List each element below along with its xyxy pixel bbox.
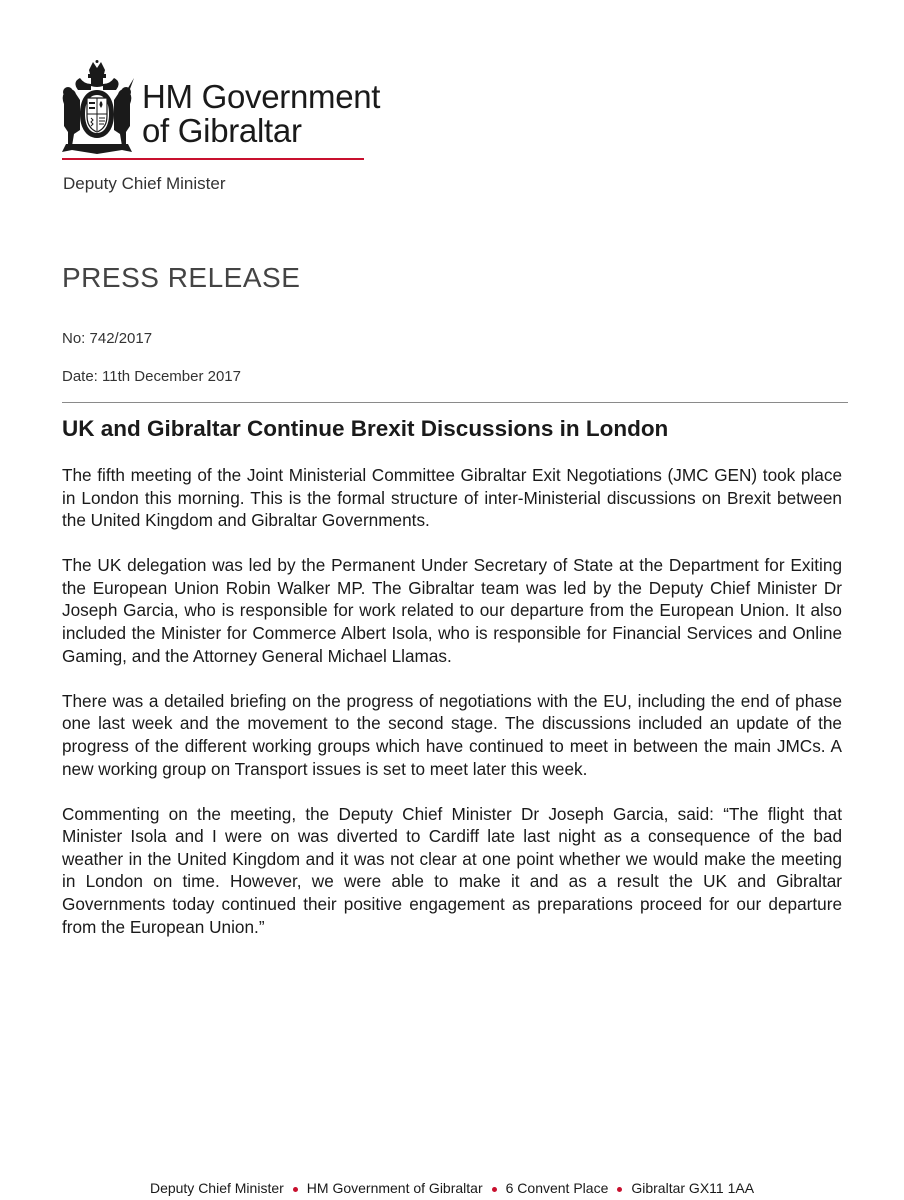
body-text — [62, 464, 842, 961]
bullet-dot-icon — [293, 1187, 298, 1192]
body-paragraph: The UK delegation was led by the Permanent Under Secretary of State at the Department for Exiting the European Union Robin Walker MP. The Gibraltar team was led by the Deputy Chief Minister Dr Joseph Garcia, who is responsible for work related to our departure from the European Union. It also included the Minister for Commerce Albert Isola, who is responsible for Financial Services and Online Gaming, and the Attorney General Michael Llamas. — [62, 555, 842, 666]
government-crest-icon — [58, 60, 136, 158]
headline: UK and Gibraltar Continue Brexit Discussions in London — [62, 416, 669, 441]
body-paragraph: Commenting on the meeting, the Deputy Chief Minister Dr Joseph Garcia, said: “The flight that Minister Isola and I were on was diverted to Cardiff late last night as a consequence of the bad weather in the United Kingdom and it was not clear at one point whether we would make the meeting in London on time. However, we were able to make it and as a result the UK and Gibraltar Governments today continued their positive engagement as preparations proceed for our departure from the European Union.” — [62, 803, 842, 937]
body-paragraph: There was a detailed briefing on the progress of negotiations with the EU, including the end of phase one last week and the movement to the second stage. The discussions included an update of the progress of the different working groups which have continued to meet in between the main JMCs. A new working group on Transport issues is set to meet later this week. — [62, 690, 842, 779]
department-name: Deputy Chief Minister — [63, 174, 226, 193]
government-name — [142, 80, 380, 148]
footer-address — [0, 1180, 904, 1196]
government-name-line2: of Gibraltar — [142, 112, 302, 149]
government-name-line1: HM Government — [142, 78, 381, 115]
bullet-dot-icon — [617, 1187, 622, 1192]
footer-item: Gibraltar GX11 1AA — [631, 1180, 755, 1196]
letterhead-red-rule — [62, 158, 364, 160]
bullet-dot-icon — [492, 1187, 497, 1192]
footer-item: HM Government of Gibraltar — [306, 1180, 483, 1196]
body-paragraph: The fifth meeting of the Joint Ministerial Committee Gibraltar Exit Negotiations (JMC GEN) took place in London this morning. This is the formal structure of inter-Ministerial discussions on Brexit between the United Kingdom and Gibraltar Governments. — [62, 465, 842, 531]
footer-item: 6 Convent Place — [505, 1180, 609, 1196]
release-date: Date: 11th December 2017 — [62, 368, 241, 385]
footer-item: Deputy Chief Minister — [149, 1180, 284, 1196]
release-number: No: 742/2017 — [62, 330, 153, 347]
press-release-title: PRESS RELEASE — [62, 262, 301, 293]
header-divider — [62, 402, 848, 403]
